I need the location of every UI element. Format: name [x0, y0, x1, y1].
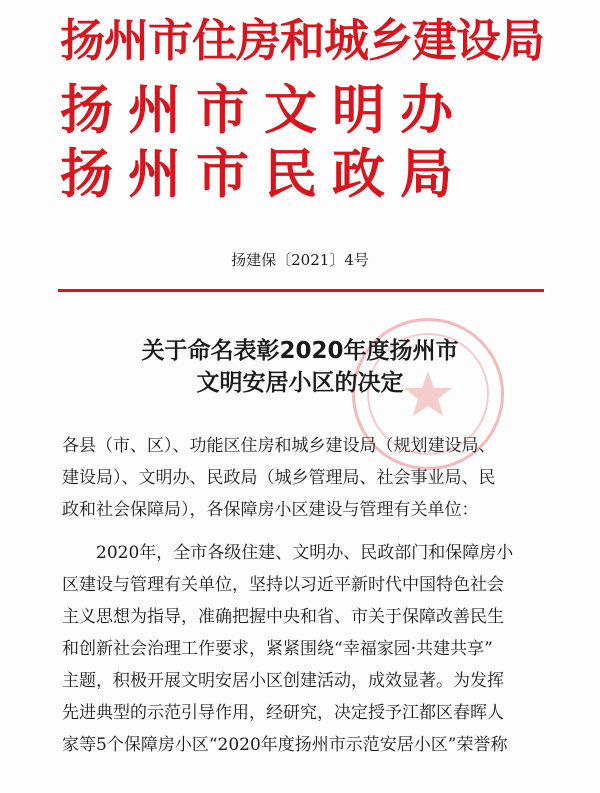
issuer-line-civil-affairs-bureau: 扬州市民政局 [60, 144, 468, 205]
addressee-line: 政和社会保障局），各保障房小区建设与管理有关单位： [62, 500, 479, 520]
body-line: 2020年，全市各级住建、文明办、民政部门和保障房小 [62, 543, 514, 563]
issuer-line-housing-bureau: 扬州市住房和城乡建设局 [60, 14, 545, 67]
addressee-line: 各县（市、区）、功能区住房和城乡建设局（规划建设局、 [62, 436, 496, 456]
body-line: 区建设与管理有关单位，坚持以习近平新时代中国特色社会 [62, 575, 504, 595]
body-line: 家等5个保障房小区“2020年度扬州市示范安居小区”荣誉称 [62, 735, 508, 755]
addressee-paragraph [62, 430, 546, 526]
body-line: 和创新社会治理工作要求，紧紧围绕“幸福家园·共建共享” [62, 639, 493, 659]
body-line: 主义思想为指导，准确把握中央和省、市关于保障改善民生 [62, 607, 504, 627]
document-number: 扬建保〔2021〕4号 [231, 251, 369, 269]
document-title-line-1: 关于命名表彰2020年度扬州市 [141, 338, 459, 364]
addressee-line: 建设局）、文明办、民政局（城乡管理局、社会事业局、民 [62, 468, 496, 488]
body-paragraph [62, 537, 546, 761]
document-title-line-2: 文明安居小区的决定 [196, 370, 404, 396]
red-divider-rule [58, 289, 544, 292]
body-line: 先进典型的示范引导作用，经研究，决定授予江都区春晖人 [62, 703, 504, 723]
issuer-line-civilization-office: 扬州市文明办 [60, 80, 468, 141]
body-line: 主题，积极开展文明安居小区创建活动，成效显著。为发挥 [62, 671, 504, 691]
